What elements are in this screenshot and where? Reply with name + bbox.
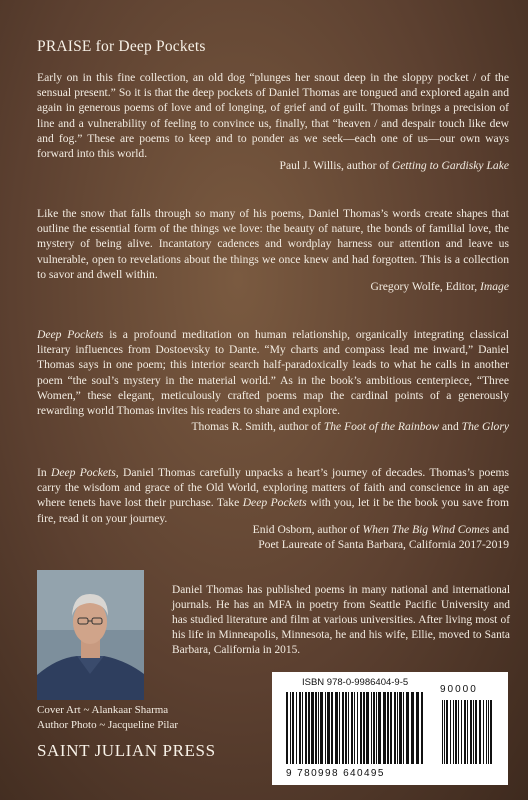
praise-blurb-2: Like the snow that falls through so many of his poems, Daniel Thomas’s words create shapes that outline the essential form of the things we love: the beauty of nature, the bonds of familial love, the mystery of being alive. Incantatory cadences and wordplay harness our attention and leave us vulnerable, open to revelations about the things we once knew and had forgotten. This is a collection to savor and dwell within. <box>37 207 509 281</box>
blurb-inline-title: Deep Pockets, <box>50 466 119 479</box>
blurb-3-attribution <box>37 419 509 434</box>
attribution-publication: Image <box>480 280 509 293</box>
attribution-book-title-2: The Glory <box>461 420 509 433</box>
price-code: 90000 <box>440 684 478 695</box>
attribution-book-title: Getting to Gardisky Lake <box>391 159 509 172</box>
blurb-2-attribution <box>37 279 509 294</box>
isbn-text: ISBN 978-0-9986404-9-5 <box>302 677 409 688</box>
cover-art-credit: Cover Art ~ Alankaar Sharma <box>37 704 169 716</box>
blurb-text-2: with you, let it be the book you save from fire, read it on your journey. <box>37 496 509 525</box>
blurb-inline-title-2: Deep Pockets <box>242 496 307 510</box>
attribution-book-title: The Foot of the Rainbow <box>323 420 440 433</box>
blurb-text: is a profound meditation on human relationship, organically integrating classical literary influences from Dostoevsky to Dante. “My charts and compass lead me inward,” Daniel Thomas says in one poem; this interior search half-paradoxically leads to what he calls in another poem “the soul’s mystery in the material world.” As in the book’s ambitious centerpiece, “Three Women,” these elegant, meticulously crafted poems map the cardinal points of a generously rewarding world Thomas invites his readers to share and explore. <box>37 328 509 418</box>
author-photo <box>37 570 144 700</box>
author-photo-credit: Author Photo ~ Jacqueline Pilar <box>37 719 178 731</box>
attribution-name: Paul J. Willis, author of <box>279 159 392 172</box>
isbn-barcode <box>272 672 508 785</box>
publisher-name: SAINT JULIAN PRESS <box>37 741 216 760</box>
barcode-number: 9 780998 640495 <box>286 768 385 779</box>
attribution-name: Gregory Wolfe, Editor, <box>370 280 481 293</box>
praise-blurb-3 <box>37 327 509 418</box>
attribution-name: Enid Osborn, author of <box>252 523 363 536</box>
author-bio: Daniel Thomas has published poems in many national and international journals. He has an MFA in poetry from Seattle Pacific University and has studied literature and film at various universities. After living most of his life in Minneapolis, Minnesota, he and his wife, Ellie, moved to Santa Barbara, California in 2015. <box>172 584 510 656</box>
credits <box>37 703 178 733</box>
blurb-1-attribution <box>37 158 509 173</box>
attribution-name: Thomas R. Smith, author of <box>191 420 324 433</box>
praise-blurb-4 <box>37 465 509 526</box>
attribution-and: and <box>489 523 509 536</box>
blurb-4-attribution <box>37 522 509 552</box>
blurb-lead-title: Deep Pockets <box>37 328 104 341</box>
attribution-conjunction: and <box>439 420 462 433</box>
page-heading: PRAISE for Deep Pockets <box>37 38 206 55</box>
barcode-bars <box>284 692 496 768</box>
blurb-text-pre: In <box>37 466 51 479</box>
attribution-line-2: Poet Laureate of Santa Barbara, California 2017-2019 <box>258 538 509 551</box>
attribution-book-title: When The Big Wind Comes <box>362 523 490 536</box>
attribution-line-1 <box>37 522 509 537</box>
blurb-text: Daniel Thomas carefully unpacks a heart’s journey of decades. Thomas’s poems carry the wisdom and grace of the Old World, exploring matters of faith and conscience in an age where tenets have lost their purchase. Take <box>37 466 510 510</box>
praise-blurb-1: Early on in this fine collection, an old dog “plunges her snout deep in the sloppy pocket / of the sensual present.” So it is that the deep pockets of Daniel Thomas are tongued and explored again and again in generous poems of love and of longing, of grief and of guilt. Thomas brings a precision of line and a vulnerability of feeling to convince us, finally, that “heaven / and despair touch like dew and fog.” These are poems to keep and to ponder as we seek—each one of us—our own ways forward into this world. <box>37 71 509 161</box>
